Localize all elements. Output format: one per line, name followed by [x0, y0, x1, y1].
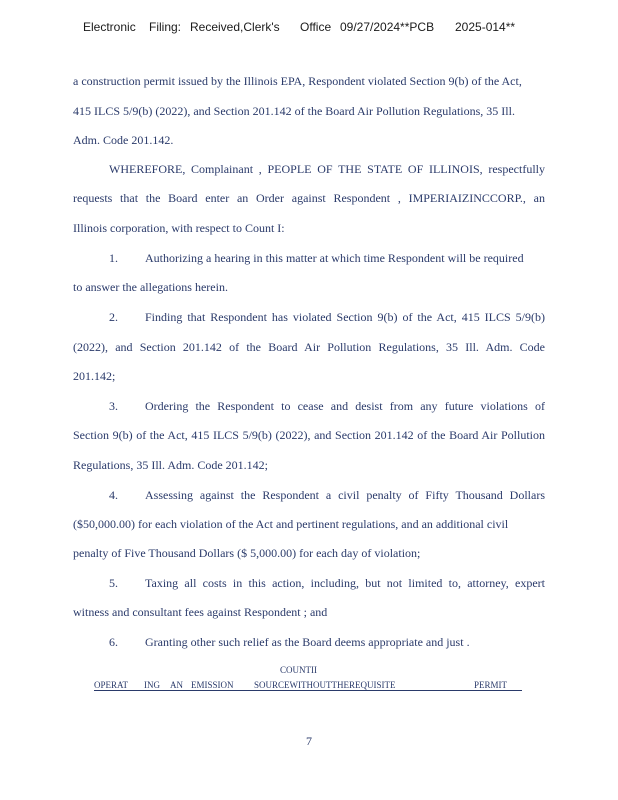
count-word: AN — [170, 680, 183, 690]
item-line: Assessing against the Respondent a civil penalty of Fifty Thousand Dollars — [145, 488, 545, 502]
body-line: a construction permit issued by the Illinois EPA, Respondent violated Section 9(b) of the Act, — [73, 74, 522, 88]
item-number: 2. — [109, 310, 118, 324]
header-word: Filing: — [149, 20, 182, 34]
count-word: SOURCEWITHOUTTHEREQUISITE — [254, 680, 396, 690]
item-number: 4. — [109, 488, 118, 502]
body-line: Illinois corporation, with respect to Count I: — [73, 221, 285, 235]
item-number: 6. — [109, 635, 118, 649]
header-word: Office — [300, 20, 332, 34]
body-line: Adm. Code 201.142. — [73, 133, 174, 147]
item-line: penalty of Five Thousand Dollars ($ 5,000.00) for each day of violation; — [73, 546, 421, 560]
header-word: 09/27/2024**PCB — [340, 20, 435, 34]
count-word: ING — [144, 680, 160, 690]
header-word: 2025-014** — [455, 20, 516, 34]
item-line: (2022), and Section 201.142 of the Board Air Pollution Regulations, 35 Ill. Adm. Code — [73, 340, 545, 354]
body-line: requests that the Board enter an Order against Respondent , IMPERIAIZINCCORP., an — [73, 191, 545, 205]
count-word: EMISSION — [191, 680, 234, 690]
item-line: witness and consultant fees against Respondent ; and — [73, 605, 328, 619]
body-line: 415 ILCS 5/9(b) (2022), and Section 201.142 of the Board Air Pollution Regulations, 35 Ill. — [73, 104, 515, 118]
heading-underline — [94, 690, 522, 691]
item-line: Taxing all costs in this action, including, but not limited to, attorney, expert — [145, 576, 545, 590]
item-line: Ordering the Respondent to cease and desist from any future violations of — [145, 399, 545, 413]
item-line: Authorizing a hearing in this matter at which time Respondent will be required — [145, 251, 524, 265]
item-line: Regulations, 35 Ill. Adm. Code 201.142; — [73, 458, 268, 472]
count-word: PERMIT — [474, 680, 508, 690]
page-number: 7 — [306, 734, 312, 748]
item-line: Granting other such relief as the Board deems appropriate and just . — [145, 635, 470, 649]
item-line: Finding that Respondent has violated Section 9(b) of the Act, 415 ILCS 5/9(b) — [145, 310, 545, 324]
item-line: to answer the allegations herein. — [73, 280, 228, 294]
body-line: WHEREFORE, Complainant , PEOPLE OF THE STATE OF ILLINOIS, respectfully — [109, 162, 545, 176]
item-line: 201.142; — [73, 369, 116, 383]
count-word: OPERAT — [94, 680, 129, 690]
item-line: ($50,000.00) for each violation of the Act and pertinent regulations, and an additional civil — [73, 517, 509, 531]
item-number: 5. — [109, 576, 118, 590]
header-word: Received,Clerk's — [190, 20, 280, 34]
item-line: Section 9(b) of the Act, 415 ILCS 5/9(b) (2022), and Section 201.142 of the Board Air Pollution — [73, 428, 545, 442]
item-number: 3. — [109, 399, 118, 413]
count-title: COUNTII — [280, 665, 317, 675]
item-number: 1. — [109, 251, 118, 265]
header-word: Electronic — [83, 20, 136, 34]
